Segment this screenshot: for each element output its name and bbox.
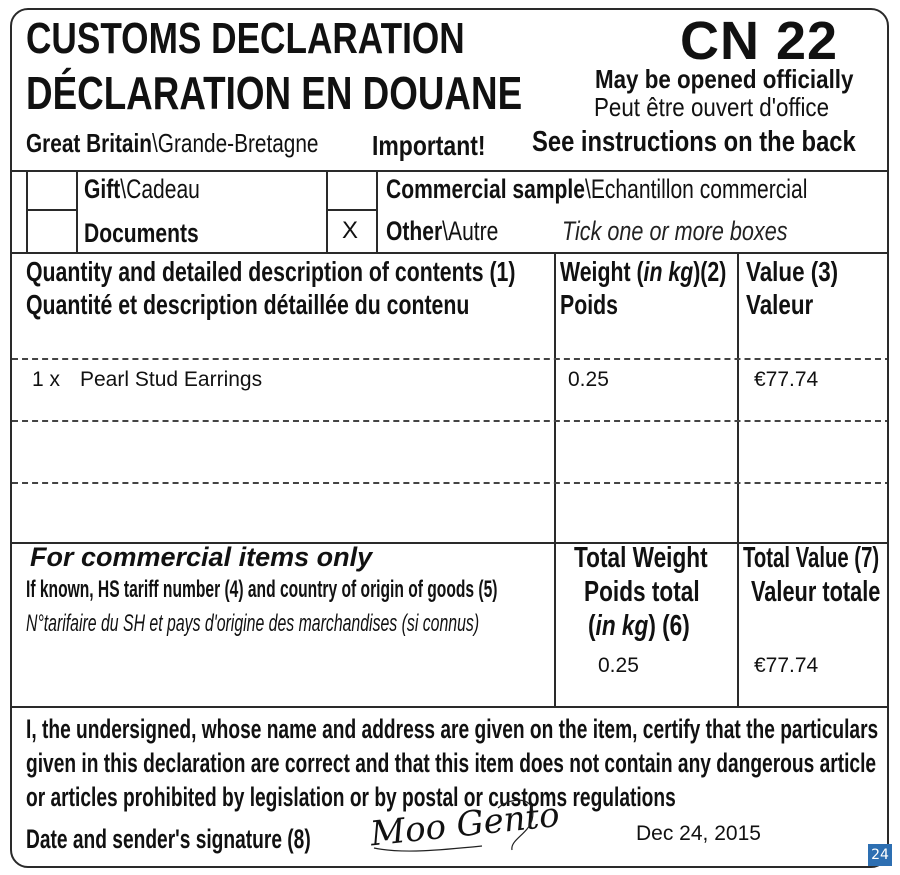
weight-header-part-c: )(2) xyxy=(693,256,727,287)
gift-label xyxy=(84,174,200,205)
checkbox-commercial-sample[interactable] xyxy=(328,172,376,209)
weight-header-fr: Poids xyxy=(560,289,618,320)
description-header-fr: Quantité et description détaillée du contenu xyxy=(26,289,470,320)
hs-tariff-en: If known, HS tariff number (4) and country of origin of goods (5) xyxy=(26,576,498,603)
value-header-fr: Valeur xyxy=(746,289,814,320)
commercial-sample-label xyxy=(386,174,807,205)
opened-officially-fr: Peut être ouvert d'office xyxy=(594,92,830,122)
item-value: €77.74 xyxy=(754,368,819,391)
weight-header-unit: in kg xyxy=(643,256,694,287)
instructions-label: See instructions on the back xyxy=(532,126,856,158)
total-weight-value: 0.25 xyxy=(598,654,639,677)
important-label: Important! xyxy=(372,130,486,161)
description-header-en: Quantity and detailed description of contents (1) xyxy=(26,256,516,287)
declaration-date: Dec 24, 2015 xyxy=(636,822,761,845)
item-description: Pearl Stud Earrings xyxy=(80,368,263,391)
row-divider-1 xyxy=(12,358,889,360)
origin-country-en: Great Britain xyxy=(26,128,152,158)
commercial-sample-fr: \Echantillon commercial xyxy=(584,174,808,204)
opened-officially-en: May be opened officially xyxy=(595,64,854,94)
sender-signature xyxy=(362,790,562,860)
divider-header xyxy=(12,170,889,172)
divider-commercial xyxy=(12,706,889,708)
checkbox-other[interactable] xyxy=(328,211,376,252)
item-weight: 0.25 xyxy=(568,368,609,391)
checkbox-documents[interactable] xyxy=(28,211,76,252)
total-weight-unit xyxy=(588,610,690,643)
weight-header-part-a: Weight ( xyxy=(560,256,644,287)
declaration-line-2: given in this declaration are correct and that this item does not contain any dangerous article xyxy=(26,748,877,778)
origin-country-fr: \Grande-Bretagne xyxy=(152,128,319,158)
signature-label: Date and sender's signature (8) xyxy=(26,824,311,854)
row-divider-2 xyxy=(12,420,889,422)
documents-label: Documents xyxy=(84,218,199,248)
divider-col-value xyxy=(737,252,739,706)
checkbox-other-mark: X xyxy=(342,217,359,244)
total-weight-en: Total Weight xyxy=(574,542,708,574)
item-quantity: 1 x xyxy=(32,368,61,391)
total-weight-unit-c: ) (6) xyxy=(648,610,690,642)
commercial-title: For commercial items only xyxy=(30,542,373,572)
total-weight-unit-b: in kg xyxy=(595,610,649,642)
title-english: CUSTOMS DECLARATION xyxy=(26,14,465,63)
other-label xyxy=(386,216,498,247)
total-value-value: €77.74 xyxy=(754,654,819,677)
row-divider-3 xyxy=(12,482,889,484)
divider-categories xyxy=(12,252,889,254)
declaration-line-1: I, the undersigned, whose name and address are given on the item, certify that the particulars xyxy=(26,714,879,744)
origin-country xyxy=(26,128,319,159)
cn22-form xyxy=(10,8,889,868)
value-header-en: Value (3) xyxy=(746,256,839,287)
total-weight-unit-a: ( xyxy=(588,610,596,642)
other-label-fr: \Autre xyxy=(442,216,499,246)
signature-text: Moo Gento xyxy=(368,794,562,855)
gift-label-en: Gift xyxy=(84,174,121,204)
total-value-en: Total Value (7) xyxy=(743,542,880,574)
title-french: DÉCLARATION EN DOUANE xyxy=(26,67,523,119)
checkbox-gift[interactable] xyxy=(28,172,76,209)
commercial-sample-en: Commercial sample xyxy=(386,174,585,204)
form-code: CN 22 xyxy=(680,11,839,71)
divider-cat-1 xyxy=(76,170,78,252)
total-value-fr: Valeur totale xyxy=(751,576,881,608)
weight-header-en xyxy=(560,256,726,288)
other-label-en: Other xyxy=(386,216,443,246)
hs-tariff-fr: N°tarifaire du SH et pays d'origine des marchandises (si connus) xyxy=(26,610,480,637)
declaration-line-3: or articles prohibited by legislation or by postal or customs regulations xyxy=(26,782,676,812)
divider-cat-3 xyxy=(376,170,378,252)
divider-col-weight xyxy=(554,252,556,706)
page-number-badge: 24 xyxy=(868,844,892,866)
tick-hint: Tick one or more boxes xyxy=(562,216,788,246)
total-weight-fr: Poids total xyxy=(584,576,700,608)
gift-label-fr: \Cadeau xyxy=(120,174,200,204)
